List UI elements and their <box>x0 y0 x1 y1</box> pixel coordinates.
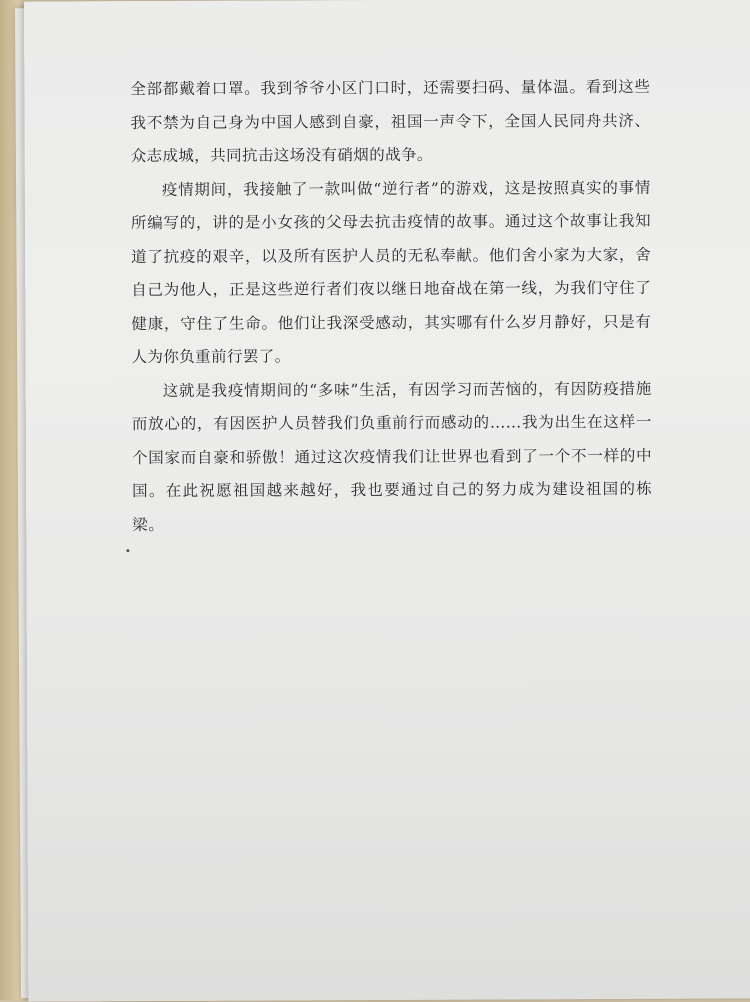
essay-text <box>130 71 652 542</box>
paragraph-retrograde-game: 疫情期间，我接触了一款叫做“逆行者”的游戏，这是按照真实的事情所编写的，讲的是小女孩的父母去抗击疫情的故事。通过这个故事让我知道了抗疫的艰辛，以及所有医护人员的无私奉献。他们舍小家为大家，舍自己为他人，正是这些逆行者们夜以继日地奋战在第一线，为我们守住了健康，守住了生命。他们让我深受感动，其实哪有什么岁月静好，只是有人为你负重前行罢了。 <box>130 178 652 367</box>
paragraph-continuation: 全部都戴着口罩。我到爷爷小区门口时，还需要扫码、量体温。看到这些我不禁为自己身为中国人感到自豪，祖国一声令下，全国人民同舟共济、众志成城，共同抗击这场没有硝烟的战争。 <box>130 77 651 166</box>
stray-dot-mark <box>126 549 129 552</box>
paragraph-conclusion: 这就是我疫情期间的“多味”生活，有因学习而苦恼的，有因防疫措施而放心的，有因医护人员替我们负重前行而感动的……我为出生在这样一个国家而自豪和骄傲！通过这次疫情我们让世界也看到了一个不一样的中国。在此祝愿祖国越来越好，我也要通过自己的努力成为建设祖国的栋梁。 <box>131 379 653 534</box>
paper-sheet <box>24 0 750 1002</box>
